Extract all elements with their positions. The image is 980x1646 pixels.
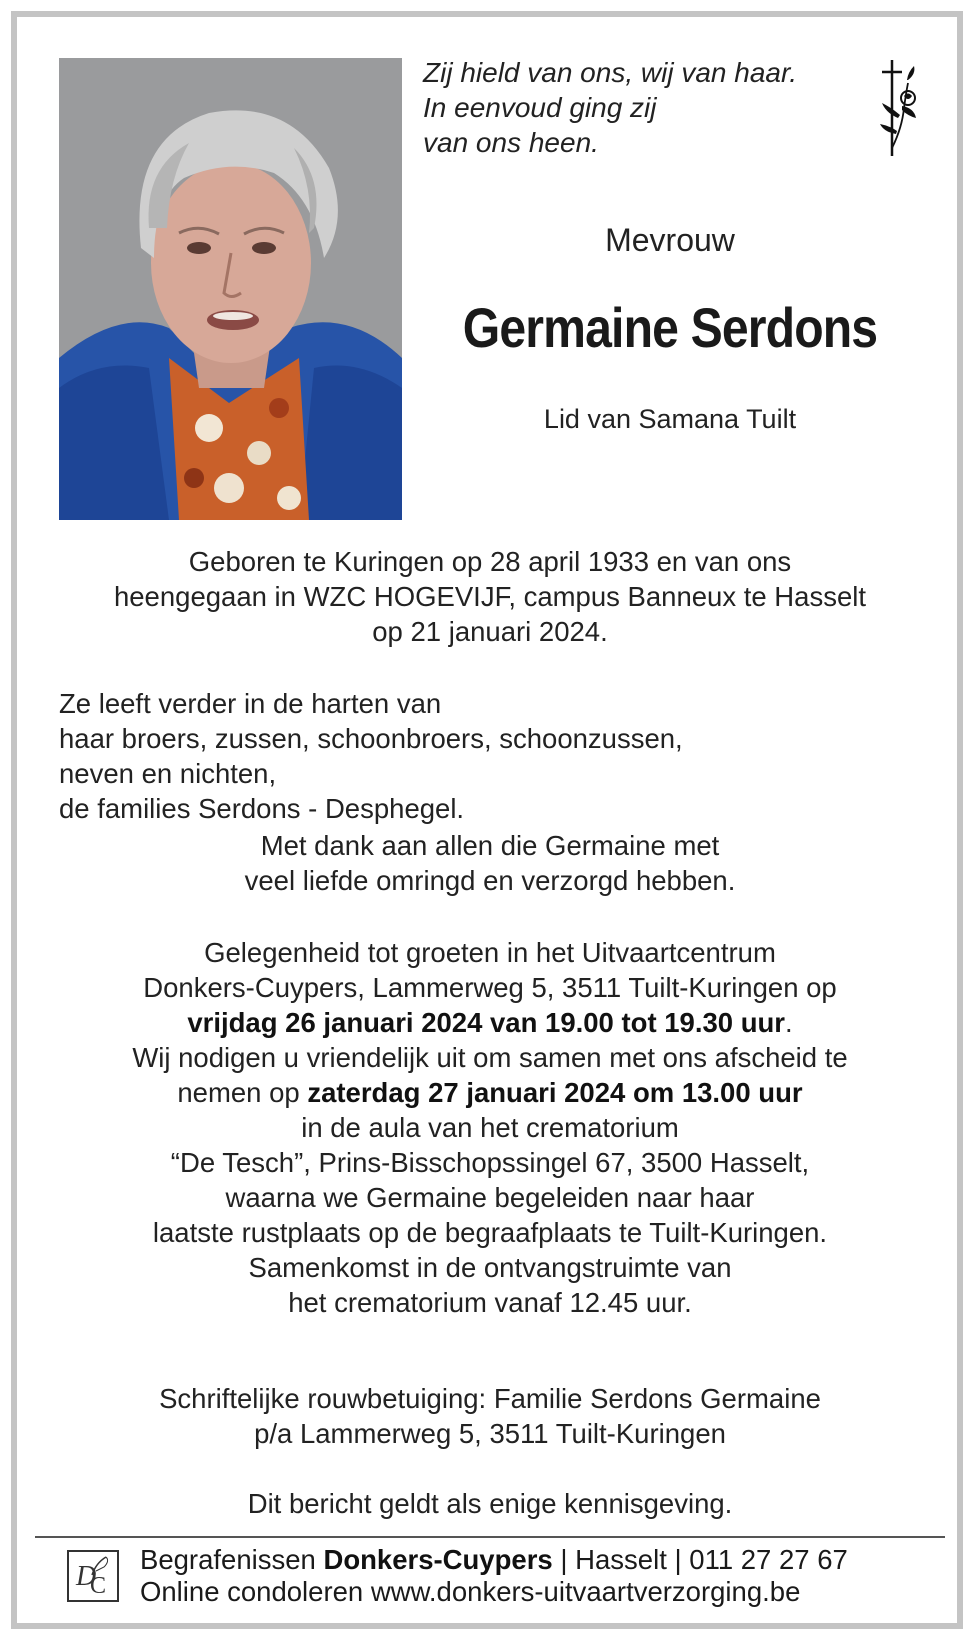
svg-text:C: C xyxy=(90,1573,107,1599)
survivors-paragraph xyxy=(59,686,919,826)
portrait-photo xyxy=(59,58,402,520)
quote-line: In eenvoud ging zij xyxy=(423,92,657,123)
text-line: neven en nichten, xyxy=(59,758,277,789)
text-line: haar broers, zussen, schoonbroers, schoonzussen, xyxy=(59,723,683,754)
visitation-line xyxy=(40,1005,940,1040)
thanks-paragraph xyxy=(190,828,790,898)
separator: | xyxy=(666,1544,690,1575)
text-fragment: . xyxy=(785,1007,793,1038)
footer-divider xyxy=(35,1536,945,1538)
text-fragment: nemen op xyxy=(177,1077,308,1108)
text-line: Samenkomst in de ontvangstruimte van xyxy=(248,1252,732,1283)
text-line: Geboren te Kuringen op 28 april 1933 en van ons xyxy=(188,546,792,577)
text-line: Donkers-Cuypers, Lammerweg 5, 3511 Tuilt-Kuringen op xyxy=(143,972,837,1003)
honorific: Mevrouw xyxy=(605,222,735,258)
text-line: op 21 januari 2024. xyxy=(372,616,608,647)
text-line: heengegaan in WZC HOGEVIJF, campus Banneux te Hasselt xyxy=(113,581,867,612)
text-line: p/a Lammerweg 5, 3511 Tuilt-Kuringen xyxy=(254,1418,726,1449)
text-line: waarna we Germaine begeleiden naar haar xyxy=(225,1182,755,1213)
condolence-paragraph xyxy=(40,1381,940,1451)
text-line: Schriftelijke rouwbetuiging: Familie Serdons Germaine xyxy=(159,1383,821,1414)
text-line: het crematorium vanaf 12.45 uur. xyxy=(288,1287,692,1318)
text-line: laatste rustplaats op de begraafplaats te Tuilt-Kuringen. xyxy=(152,1217,828,1248)
text-line: veel liefde omringd en verzorgd hebben. xyxy=(244,865,736,896)
funeral-home-line xyxy=(140,1544,940,1576)
deceased-name: Germaine Serdons xyxy=(462,296,878,359)
visitation-date: vrijdag 26 januari 2024 van 19.00 tot 19.30 uur xyxy=(187,1007,785,1038)
funeral-home-info xyxy=(140,1544,940,1608)
text-line: Dit bericht geldt als enige kennisgeving. xyxy=(247,1488,733,1519)
city: Hasselt xyxy=(575,1544,667,1575)
memorial-quote xyxy=(423,55,843,160)
text-line: Ze leeft verder in de harten van xyxy=(59,688,442,719)
text-line: in de aula van het crematorium xyxy=(301,1112,679,1143)
text-line: Met dank aan allen die Germaine met xyxy=(260,830,720,861)
text-fragment: Begrafenissen xyxy=(140,1544,324,1575)
funeral-date: zaterdag 27 januari 2024 om 13.00 uur xyxy=(307,1077,803,1108)
quote-line: van ons heen. xyxy=(423,127,599,158)
svg-text:D: D xyxy=(76,1561,97,1592)
text-line: de families Serdons - Desphegel. xyxy=(59,793,465,824)
text-line: “De Tesch”, Prins-Bisschopssingel 67, 3500 Hasselt, xyxy=(170,1147,810,1178)
text-line: Gelegenheid tot groeten in het Uitvaartcentrum xyxy=(204,937,776,968)
notice xyxy=(40,1486,940,1521)
services-paragraph xyxy=(40,935,940,1320)
condolence-online-line xyxy=(140,1576,940,1608)
membership: Lid van Samana Tuilt xyxy=(543,404,797,434)
birth-death-paragraph xyxy=(40,544,940,649)
quote-line: Zij hield van ons, wij van haar. xyxy=(423,57,798,88)
dc-monogram-logo-icon xyxy=(66,1549,120,1603)
funeral-home-name: Donkers-Cuypers xyxy=(323,1544,553,1575)
text-fragment: Online condoleren xyxy=(140,1576,371,1607)
phone-number: 011 27 27 67 xyxy=(689,1544,848,1575)
funeral-line xyxy=(40,1075,940,1110)
separator: | xyxy=(552,1544,576,1575)
website-link[interactable]: www.donkers-uitvaartverzorging.be xyxy=(370,1576,801,1607)
cross-with-rose-icon xyxy=(872,58,924,160)
text-line: Wij nodigen u vriendelijk uit om samen met ons afscheid te xyxy=(132,1042,848,1073)
